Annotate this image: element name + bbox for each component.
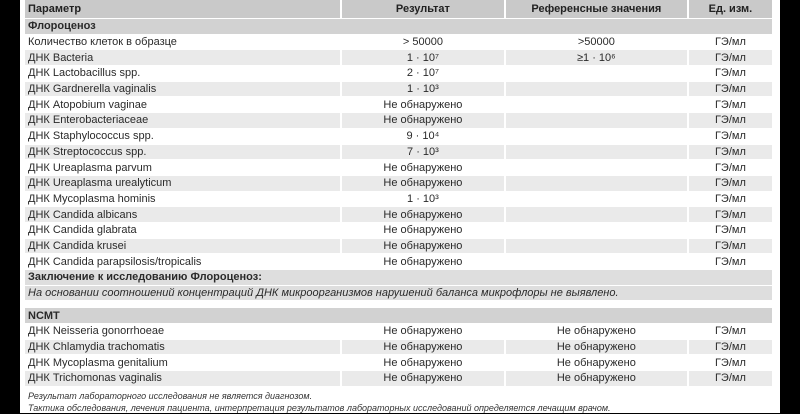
- cell-reference: [505, 144, 688, 160]
- cell-param: ДНК Enterobacteriaceae: [25, 113, 341, 129]
- conclusion-text-text: На основании соотношений концентраций ДНК микроорганизмов нарушений баланса микрофлоры не выявлено.: [25, 285, 773, 301]
- cell-unit: ГЭ/мл: [688, 191, 773, 207]
- cell-unit: ГЭ/мл: [688, 50, 773, 66]
- table-row: [25, 254, 773, 270]
- cell-param: ДНК Lactobacillus spp.: [25, 66, 341, 82]
- cell-unit: ГЭ/мл: [688, 175, 773, 191]
- cell-unit: ГЭ/мл: [688, 113, 773, 129]
- cell-param: ДНК Candida parapsilosis/tropicalis: [25, 254, 341, 270]
- cell-param: ДНК Neisseria gonorrhoeae: [25, 324, 341, 340]
- table-row: [25, 34, 773, 50]
- cell-result: Не обнаружено: [341, 97, 505, 113]
- cell-unit: ГЭ/мл: [688, 254, 773, 270]
- table-row: [25, 66, 773, 82]
- table-row: [25, 222, 773, 238]
- cell-reference: Не обнаружено: [505, 355, 688, 371]
- table-row: [25, 144, 773, 160]
- table-row: [25, 128, 773, 144]
- cell-unit: ГЭ/мл: [688, 81, 773, 97]
- section-header-ncmt-text: NCMT: [25, 308, 773, 324]
- cell-param: ДНК Gardnerella vaginalis: [25, 81, 341, 97]
- cell-param: Количество клеток в образце: [25, 34, 341, 50]
- cell-result: Не обнаружено: [341, 160, 505, 176]
- cell-param: ДНК Bacteria: [25, 50, 341, 66]
- cell-unit: ГЭ/мл: [688, 128, 773, 144]
- cell-unit: ГЭ/мл: [688, 160, 773, 176]
- cell-result: Не обнаружено: [341, 222, 505, 238]
- cell-reference: Не обнаружено: [505, 371, 688, 387]
- cell-reference: [505, 207, 688, 223]
- table-row: [25, 175, 773, 191]
- report-sheet: [20, 0, 780, 413]
- cell-unit: ГЭ/мл: [688, 371, 773, 387]
- cell-reference: [505, 113, 688, 129]
- cell-result: 1 · 10⁷: [341, 50, 505, 66]
- cell-unit: ГЭ/мл: [688, 66, 773, 82]
- cell-reference: [505, 191, 688, 207]
- table-body: [25, 19, 773, 387]
- footnote-2: Тактика обследования, лечения пациента, интерпретация результатов лабораторных исследований определяется лечащим врачом.: [28, 402, 611, 413]
- cell-param: ДНК Chlamydia trachomatis: [25, 339, 341, 355]
- cell-result: 1 · 10³: [341, 191, 505, 207]
- cell-result: Не обнаружено: [341, 238, 505, 254]
- cell-reference: [505, 254, 688, 270]
- table-row: [25, 207, 773, 223]
- table-row: [25, 97, 773, 113]
- table-row: [25, 191, 773, 207]
- table-row: [25, 355, 773, 371]
- cell-param: ДНК Streptococcus spp.: [25, 144, 341, 160]
- cell-result: Не обнаружено: [341, 113, 505, 129]
- cell-result: Не обнаружено: [341, 207, 505, 223]
- cell-unit: ГЭ/мл: [688, 144, 773, 160]
- table-row: [25, 160, 773, 176]
- cell-result: Не обнаружено: [341, 355, 505, 371]
- section-header-florocenosis: [25, 19, 773, 35]
- cell-result: Не обнаружено: [341, 254, 505, 270]
- conclusion-title-text: Заключение к исследованию Флороценоз:: [25, 270, 773, 286]
- cell-param: ДНК Candida albicans: [25, 207, 341, 223]
- cell-unit: ГЭ/мл: [688, 339, 773, 355]
- header-reference: Референсные значения: [505, 0, 688, 19]
- table-row: [25, 81, 773, 97]
- cell-param: ДНК Candida glabrata: [25, 222, 341, 238]
- cell-reference: [505, 81, 688, 97]
- table-header-row: [25, 0, 773, 19]
- conclusion-text: [25, 285, 773, 301]
- cell-unit: ГЭ/мл: [688, 222, 773, 238]
- cell-reference: [505, 128, 688, 144]
- cell-reference: [505, 66, 688, 82]
- cell-reference: [505, 222, 688, 238]
- cell-reference: ≥1 · 10⁶: [505, 50, 688, 66]
- cell-result: 7 · 10³: [341, 144, 505, 160]
- conclusion-title: [25, 270, 773, 286]
- cell-unit: ГЭ/мл: [688, 97, 773, 113]
- cell-result: Не обнаружено: [341, 371, 505, 387]
- cell-result: Не обнаружено: [341, 175, 505, 191]
- footnote-1: Результат лабораторного исследования не является диагнозом.: [28, 390, 313, 401]
- cell-param: ДНК Staphylococcus spp.: [25, 128, 341, 144]
- table-row: [25, 238, 773, 254]
- cell-result: Не обнаружено: [341, 324, 505, 340]
- cell-param: ДНК Candida krusei: [25, 238, 341, 254]
- section-gap-text: [25, 301, 773, 308]
- results-table: [25, 0, 774, 387]
- cell-param: ДНК Ureaplasma parvum: [25, 160, 341, 176]
- cell-result: > 50000: [341, 34, 505, 50]
- cell-reference: [505, 97, 688, 113]
- cell-param: ДНК Atopobium vaginae: [25, 97, 341, 113]
- cell-reference: [505, 175, 688, 191]
- cell-result: 1 · 10³: [341, 81, 505, 97]
- section-gap: [25, 301, 773, 308]
- header-result: Результат: [341, 0, 505, 19]
- cell-reference: Не обнаружено: [505, 339, 688, 355]
- cell-param: ДНК Trichomonas vaginalis: [25, 371, 341, 387]
- section-header-ncmt: [25, 308, 773, 324]
- table-row: [25, 339, 773, 355]
- cell-reference: [505, 238, 688, 254]
- section-title: Флороценоз: [25, 19, 773, 35]
- header-param: Параметр: [25, 0, 341, 19]
- cell-param: ДНК Mycoplasma genitalium: [25, 355, 341, 371]
- cell-unit: ГЭ/мл: [688, 324, 773, 340]
- cell-reference: Не обнаружено: [505, 324, 688, 340]
- cell-reference: [505, 160, 688, 176]
- cell-unit: ГЭ/мл: [688, 34, 773, 50]
- header-unit: Ед. изм.: [688, 0, 773, 19]
- table-row: [25, 371, 773, 387]
- cell-result: Не обнаружено: [341, 339, 505, 355]
- table-row: [25, 113, 773, 129]
- footnotes: [28, 390, 780, 414]
- table-row: [25, 50, 773, 66]
- cell-result: 9 · 10⁴: [341, 128, 505, 144]
- cell-unit: ГЭ/мл: [688, 355, 773, 371]
- cell-reference: >50000: [505, 34, 688, 50]
- cell-unit: ГЭ/мл: [688, 238, 773, 254]
- cell-param: ДНК Mycoplasma hominis: [25, 191, 341, 207]
- table-row: [25, 324, 773, 340]
- cell-result: 2 · 10⁷: [341, 66, 505, 82]
- cell-param: ДНК Ureaplasma urealyticum: [25, 175, 341, 191]
- cell-unit: ГЭ/мл: [688, 207, 773, 223]
